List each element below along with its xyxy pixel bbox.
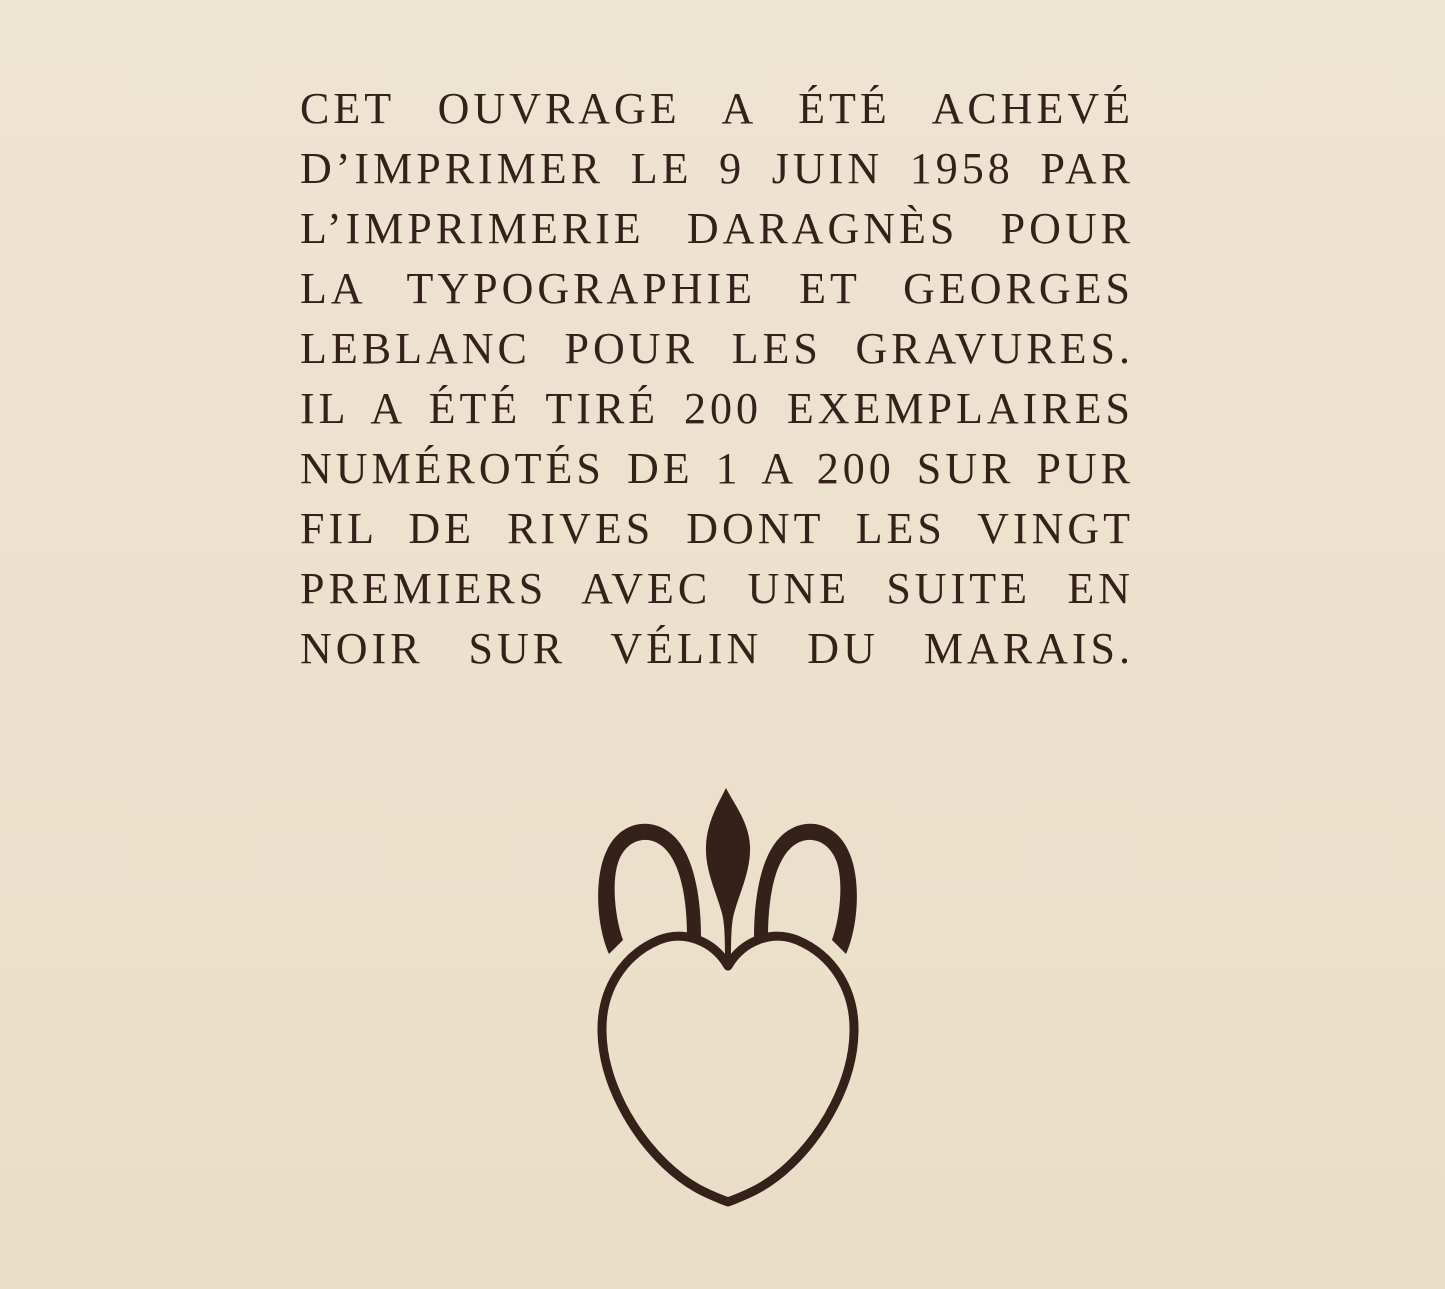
printer-heart-emblem-icon	[595, 788, 860, 1208]
colophon-line: LEBLANC POUR LES GRAVURES.	[300, 324, 1134, 373]
colophon-line: D’IMPRIMER LE 9 JUIN 1958 PAR	[300, 144, 1134, 193]
colophon-line: LA TYPOGRAPHIE ET GEORGES	[300, 264, 1134, 313]
colophon-line: FIL DE RIVES DONT LES VINGT	[300, 504, 1134, 553]
colophon-line: NOIR SUR VÉLIN DU MARAIS.	[300, 624, 1134, 673]
emblem-heart-outline	[602, 936, 854, 1202]
emblem-spear	[706, 788, 750, 958]
colophon-text-block	[300, 79, 1134, 679]
colophon-line: PREMIERS AVEC UNE SUITE EN	[300, 564, 1134, 613]
colophon-line: NUMÉROTÉS DE 1 A 200 SUR PUR	[300, 444, 1134, 493]
colophon-line: CET OUVRAGE A ÉTÉ ACHEVÉ	[300, 84, 1134, 133]
colophon-line: L’IMPRIMERIE DARAGNÈS POUR	[300, 204, 1134, 253]
colophon-line: IL A ÉTÉ TIRÉ 200 EXEMPLAIRES	[300, 384, 1134, 433]
